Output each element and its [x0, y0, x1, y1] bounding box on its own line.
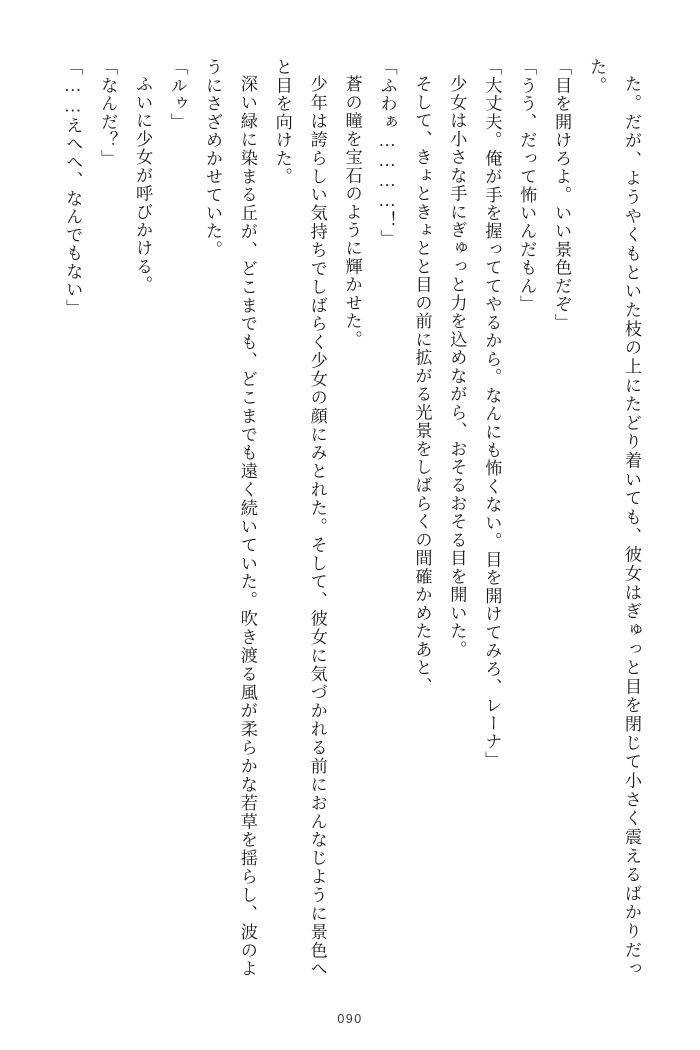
paragraph: 「なんだ？」 — [98, 58, 118, 168]
paragraph: 「ルゥ」 — [168, 58, 188, 131]
novel-body-text — [58, 58, 648, 978]
paragraph: 「ふわぁ…………！」 — [377, 58, 397, 248]
paragraph: 少年は誇らしい気持ちでしばらく少女の顔にみとれた。そして、彼女に気づかれる前におんなじように景色へと目を向けた。 — [272, 58, 327, 978]
paragraph: そして、きょときょとと目の前に拡がる光景をしばらくの間確かめたあと、 — [412, 75, 432, 696]
paragraph: 「……えへへ、なんでもない」 — [63, 58, 83, 317]
page-number: 090 — [337, 1012, 363, 1026]
paragraph: 「大丈夫。俺が手を握っててやるから。なんにも怖くない。目を開けてみろ、レーナ」 — [482, 58, 502, 770]
paragraph: 「うう、だって怖いんだもん」 — [517, 58, 537, 314]
paragraph: 「目を開けろよ。いい景色だぞ」 — [552, 58, 572, 332]
paragraph: 少女は小さな手にぎゅっと力を込めながら、おそるおそる目を開いた。 — [447, 75, 467, 659]
paragraph: 深い緑に染まる丘が、どこまでも、どこまでも遠く続いていた。吹き渡る風が柔らかな若草を揺らし、波のようにさざめかせていた。 — [202, 58, 257, 978]
paragraph: 蒼の瞳を宝石のように輝かせた。 — [342, 75, 362, 349]
paragraph: た。だが、ようやくもといた枝の上にたどり着いても、彼女はぎゅっと目を閉じて小さく震えるばかりだった。 — [587, 58, 641, 978]
paragraph: ふいに少女が呼びかける。 — [133, 75, 153, 294]
